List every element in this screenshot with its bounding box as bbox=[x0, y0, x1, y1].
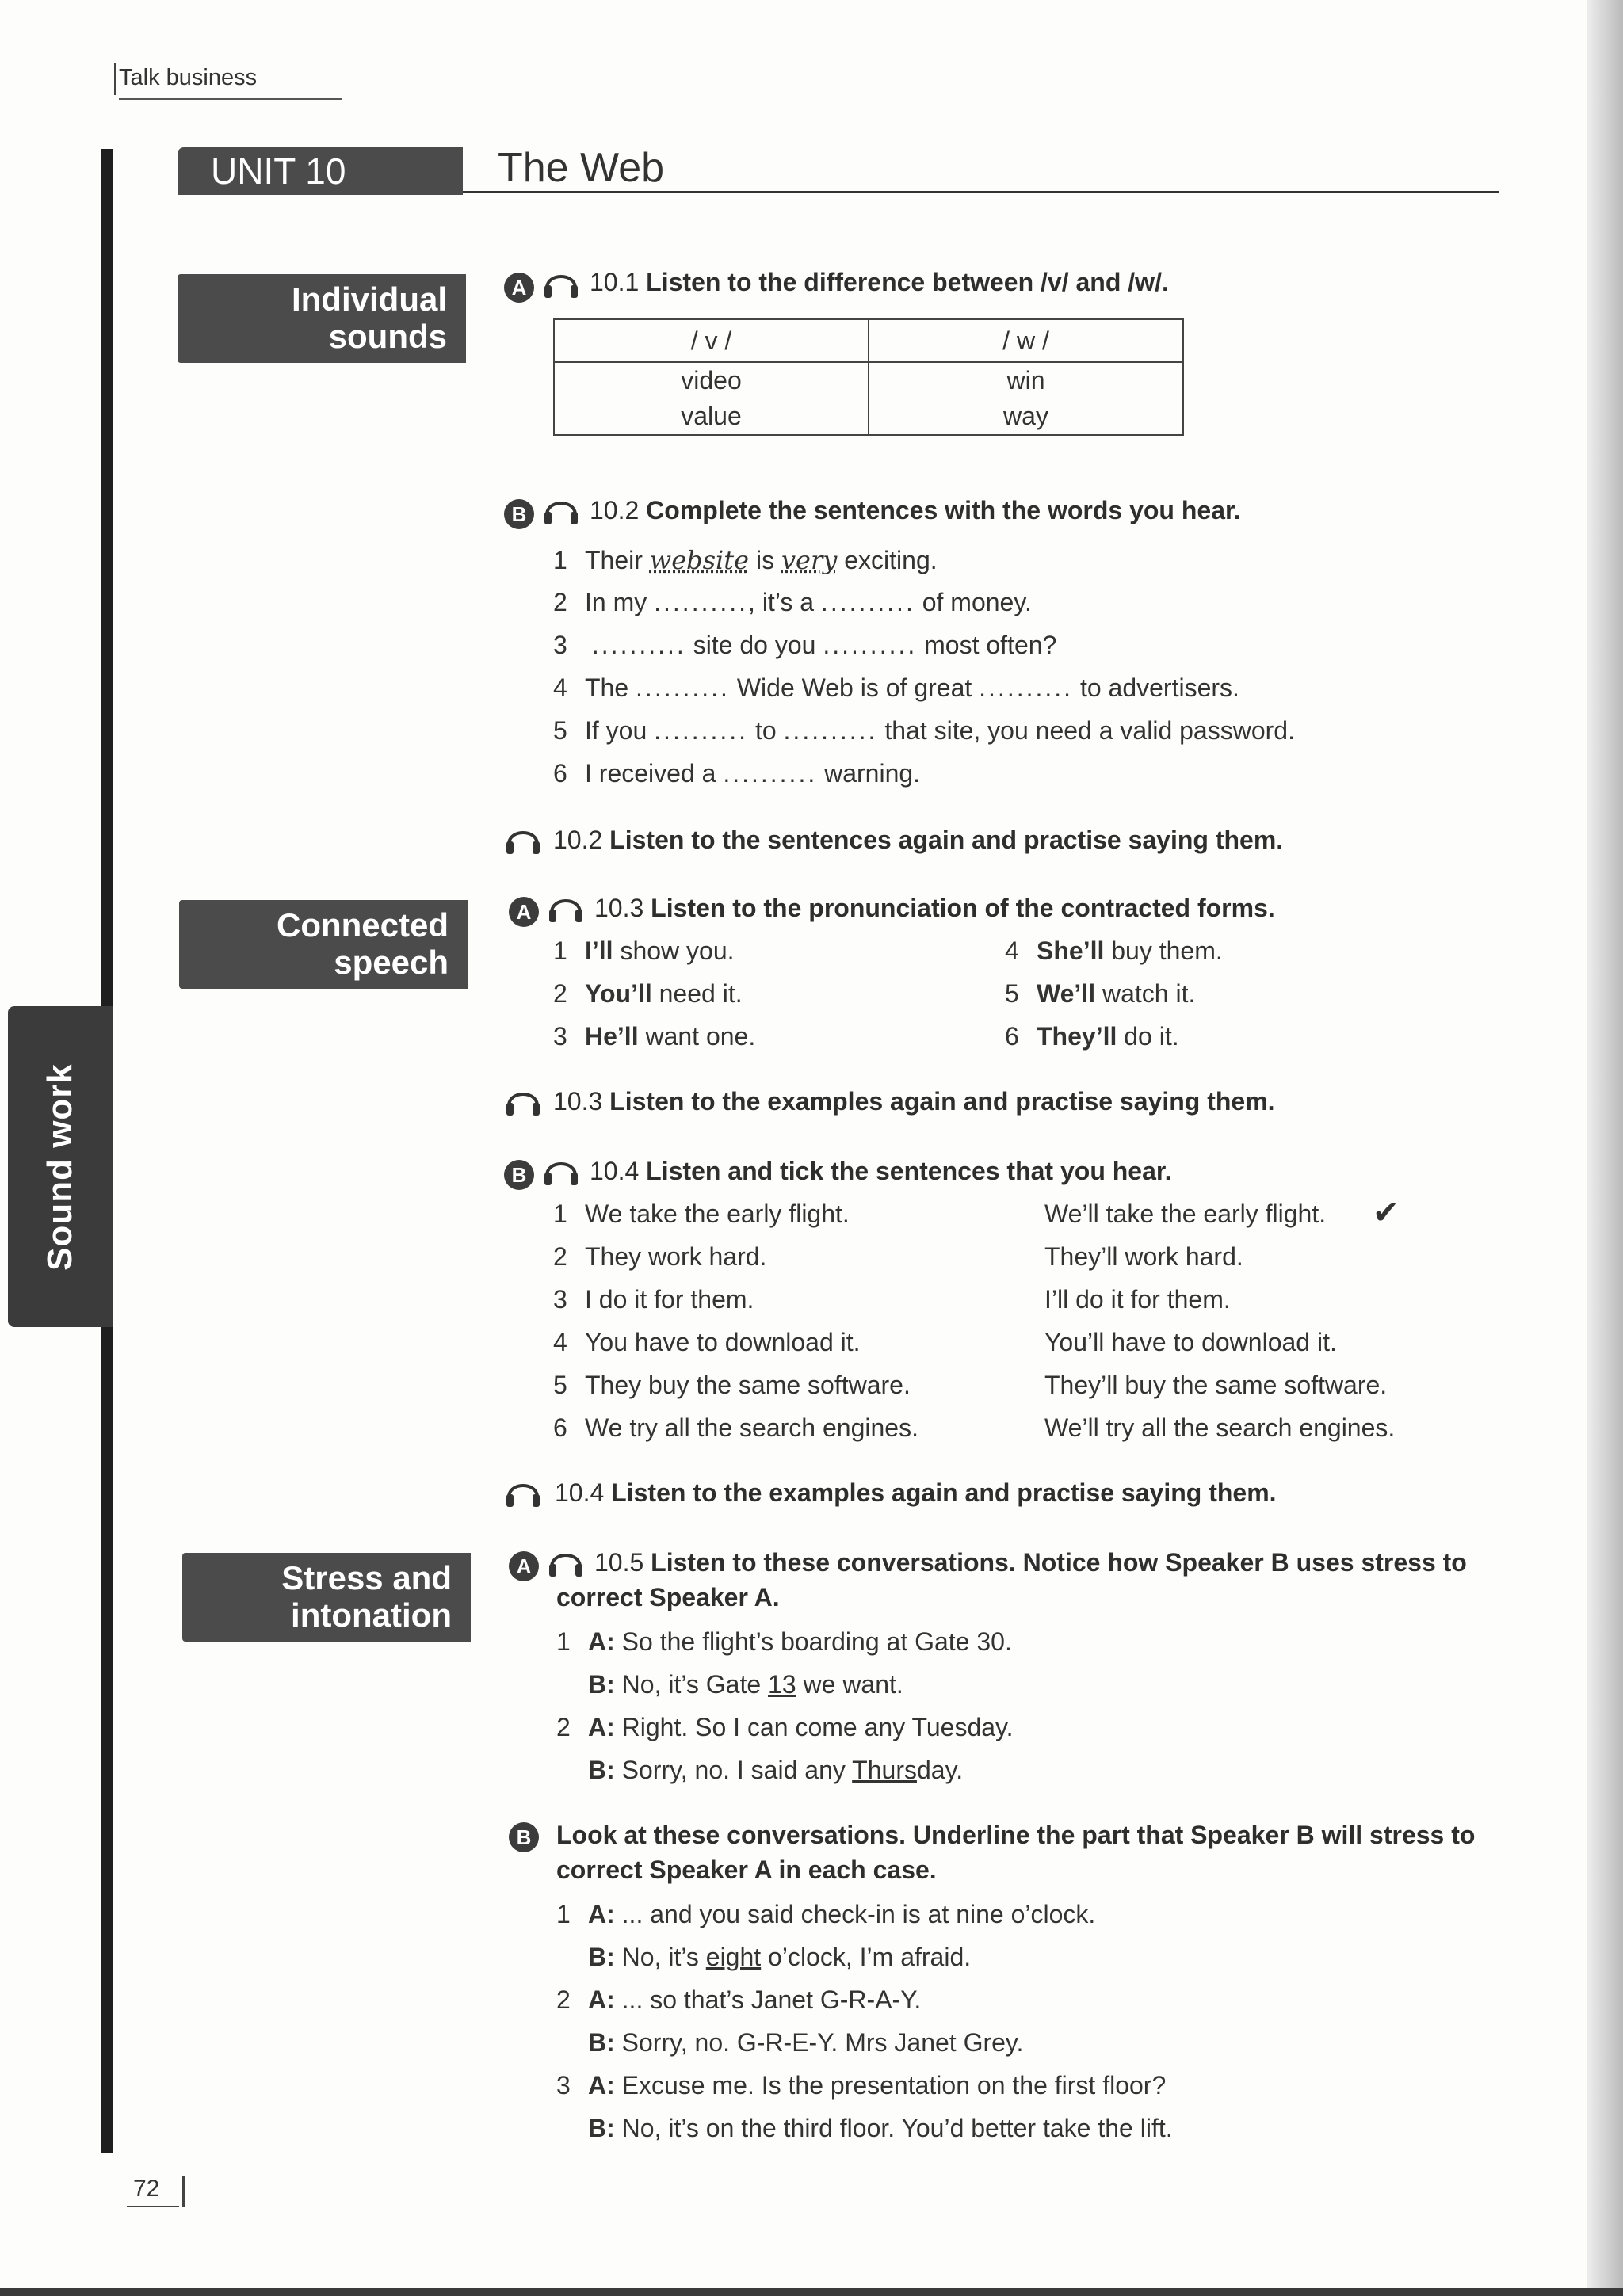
conversation-line: B: Sorry, no. G-R-E-Y. Mrs Janet Grey. bbox=[588, 2028, 1024, 2057]
exercise-10-2-instruction: 10.2 Complete the sentences with the words you hear. bbox=[590, 496, 1241, 524]
conversation-line: B: Sorry, no. I said any Thursday. bbox=[588, 1756, 964, 1784]
list-item: We’ll take the early flight. bbox=[1044, 1199, 1327, 1228]
practise-10-2-instruction: 10.2 Listen to the sentences again and practise saying them. bbox=[553, 826, 1284, 854]
conversation-line: 1 A: ... and you said check-in is at nine o’clock. bbox=[556, 1900, 1096, 1928]
practise-10-4-instruction: 10.4 Listen to the examples again and practise saying them. bbox=[555, 1478, 1277, 1507]
list-item: 1 Their website is very exciting. bbox=[553, 545, 938, 575]
section-individual-sounds: Individual sounds bbox=[178, 274, 466, 363]
headphones-icon bbox=[504, 1474, 542, 1510]
headphones-icon bbox=[542, 491, 580, 528]
running-head-text: Talk business bbox=[119, 65, 258, 90]
list-item: 2 In my .........., it’s a .......... of money. bbox=[553, 588, 1032, 616]
list-item: 6 I received a .......... warning. bbox=[553, 759, 921, 788]
list-item: We’ll try all the search engines. bbox=[1044, 1413, 1396, 1442]
list-item: 5 They buy the same software. bbox=[553, 1371, 911, 1399]
section-connected-speech: Connected speech bbox=[179, 900, 468, 989]
list-item: You’ll have to download it. bbox=[1044, 1328, 1337, 1356]
table-cell: way bbox=[869, 399, 1183, 435]
title-rule bbox=[463, 191, 1499, 193]
exercise-b-instruction-cont: correct Speaker A in each case. bbox=[556, 1855, 937, 1884]
page-bottom-edge bbox=[0, 2288, 1623, 2296]
list-item: 3 He’ll want one. bbox=[553, 1022, 756, 1051]
headphones-icon bbox=[547, 1543, 585, 1580]
tick-mark-icon: ✔ bbox=[1373, 1196, 1400, 1230]
list-item: 3 .......... site do you .......... most often? bbox=[553, 631, 1057, 659]
list-item: They’ll work hard. bbox=[1044, 1242, 1243, 1271]
list-item: 3 I do it for them. bbox=[553, 1285, 754, 1314]
list-item: 2 You’ll need it. bbox=[553, 979, 743, 1008]
section-stress-intonation: Stress and intonation bbox=[182, 1553, 471, 1642]
list-item: 5 If you .......... to .......... that site, you need a valid password. bbox=[553, 716, 1295, 745]
page-number-bracket bbox=[182, 2176, 185, 2207]
exercise-10-4-instruction: 10.4 Listen and tick the sentences that you hear. bbox=[590, 1157, 1172, 1185]
side-tab bbox=[8, 1006, 113, 1327]
list-item: 4 The .......... Wide Web is of great .......... to advertisers. bbox=[553, 673, 1239, 702]
side-tab-label: Sound work bbox=[40, 1062, 79, 1271]
list-item: They’ll buy the same software. bbox=[1044, 1371, 1388, 1399]
running-head bbox=[119, 65, 257, 91]
exercise-a-badge: A bbox=[504, 273, 534, 303]
list-item: 4 She’ll buy them. bbox=[1005, 936, 1223, 965]
table-cell: value bbox=[681, 402, 742, 430]
page-number: 72 bbox=[133, 2176, 160, 2202]
list-item: 6 We try all the search engines. bbox=[553, 1413, 918, 1442]
headphones-icon bbox=[547, 889, 585, 925]
conversation-line: B: No, it’s eight o’clock, I’m afraid. bbox=[588, 1943, 972, 1971]
exercise-a-badge: A bbox=[509, 897, 539, 927]
list-item: 2 They work hard. bbox=[553, 1242, 767, 1271]
exercise-10-5-instruction: 10.5 Listen to these conversations. Notice how Speaker B uses stress to bbox=[594, 1548, 1467, 1577]
table-header: / w / bbox=[869, 319, 1183, 362]
headphones-icon bbox=[542, 265, 580, 301]
list-item: 5 We’ll watch it. bbox=[1005, 979, 1196, 1008]
conversation-line: B: No, it’s on the third floor. You’d better take the lift. bbox=[588, 2114, 1173, 2142]
exercise-b-badge: B bbox=[509, 1822, 539, 1852]
page-edge-shadow bbox=[1587, 0, 1623, 2296]
conversation-line: 3 A: Excuse me. Is the presentation on the first floor? bbox=[556, 2071, 1167, 2100]
headphones-icon bbox=[542, 1152, 580, 1188]
list-item: 4 You have to download it. bbox=[553, 1328, 861, 1356]
table-header: / v / bbox=[554, 319, 869, 362]
headphones-icon bbox=[504, 1082, 542, 1119]
exercise-b-badge: B bbox=[504, 1160, 534, 1190]
exercise-10-1-instruction: 10.1 Listen to the difference between /v/ and /w/. bbox=[590, 268, 1169, 296]
conversation-line: 2 A: ... so that’s Janet G-R-A-Y. bbox=[556, 1985, 922, 2014]
conversation-line: 1 A: So the flight’s boarding at Gate 30. bbox=[556, 1627, 1012, 1656]
list-item: I’ll do it for them. bbox=[1044, 1285, 1231, 1314]
page-number-rule bbox=[127, 2206, 179, 2207]
table-cell: video bbox=[681, 366, 742, 395]
practise-10-3-instruction: 10.3 Listen to the examples again and practise saying them. bbox=[553, 1087, 1275, 1116]
conversation-line: 2 A: Right. So I can come any Tuesday. bbox=[556, 1713, 1014, 1741]
table-cell: win bbox=[869, 362, 1183, 399]
exercise-10-3-instruction: 10.3 Listen to the pronunciation of the contracted forms. bbox=[594, 894, 1275, 922]
headphones-icon bbox=[504, 821, 542, 857]
unit-title: The Web bbox=[498, 145, 665, 191]
conversation-line: B: No, it’s Gate 13 we want. bbox=[588, 1670, 903, 1699]
list-item: 1 I’ll show you. bbox=[553, 936, 735, 965]
list-item: 1 We take the early flight. bbox=[553, 1199, 850, 1228]
exercise-a-badge: A bbox=[509, 1551, 539, 1581]
exercise-b-instruction: Look at these conversations. Underline the part that Speaker B will stress to bbox=[556, 1821, 1476, 1849]
list-item: 6 They’ll do it. bbox=[1005, 1022, 1179, 1051]
exercise-b-badge: B bbox=[504, 499, 534, 529]
phoneme-table bbox=[553, 318, 1184, 436]
exercise-10-5-instruction-cont: correct Speaker A. bbox=[556, 1583, 780, 1611]
unit-label: UNIT 10 bbox=[178, 147, 463, 195]
